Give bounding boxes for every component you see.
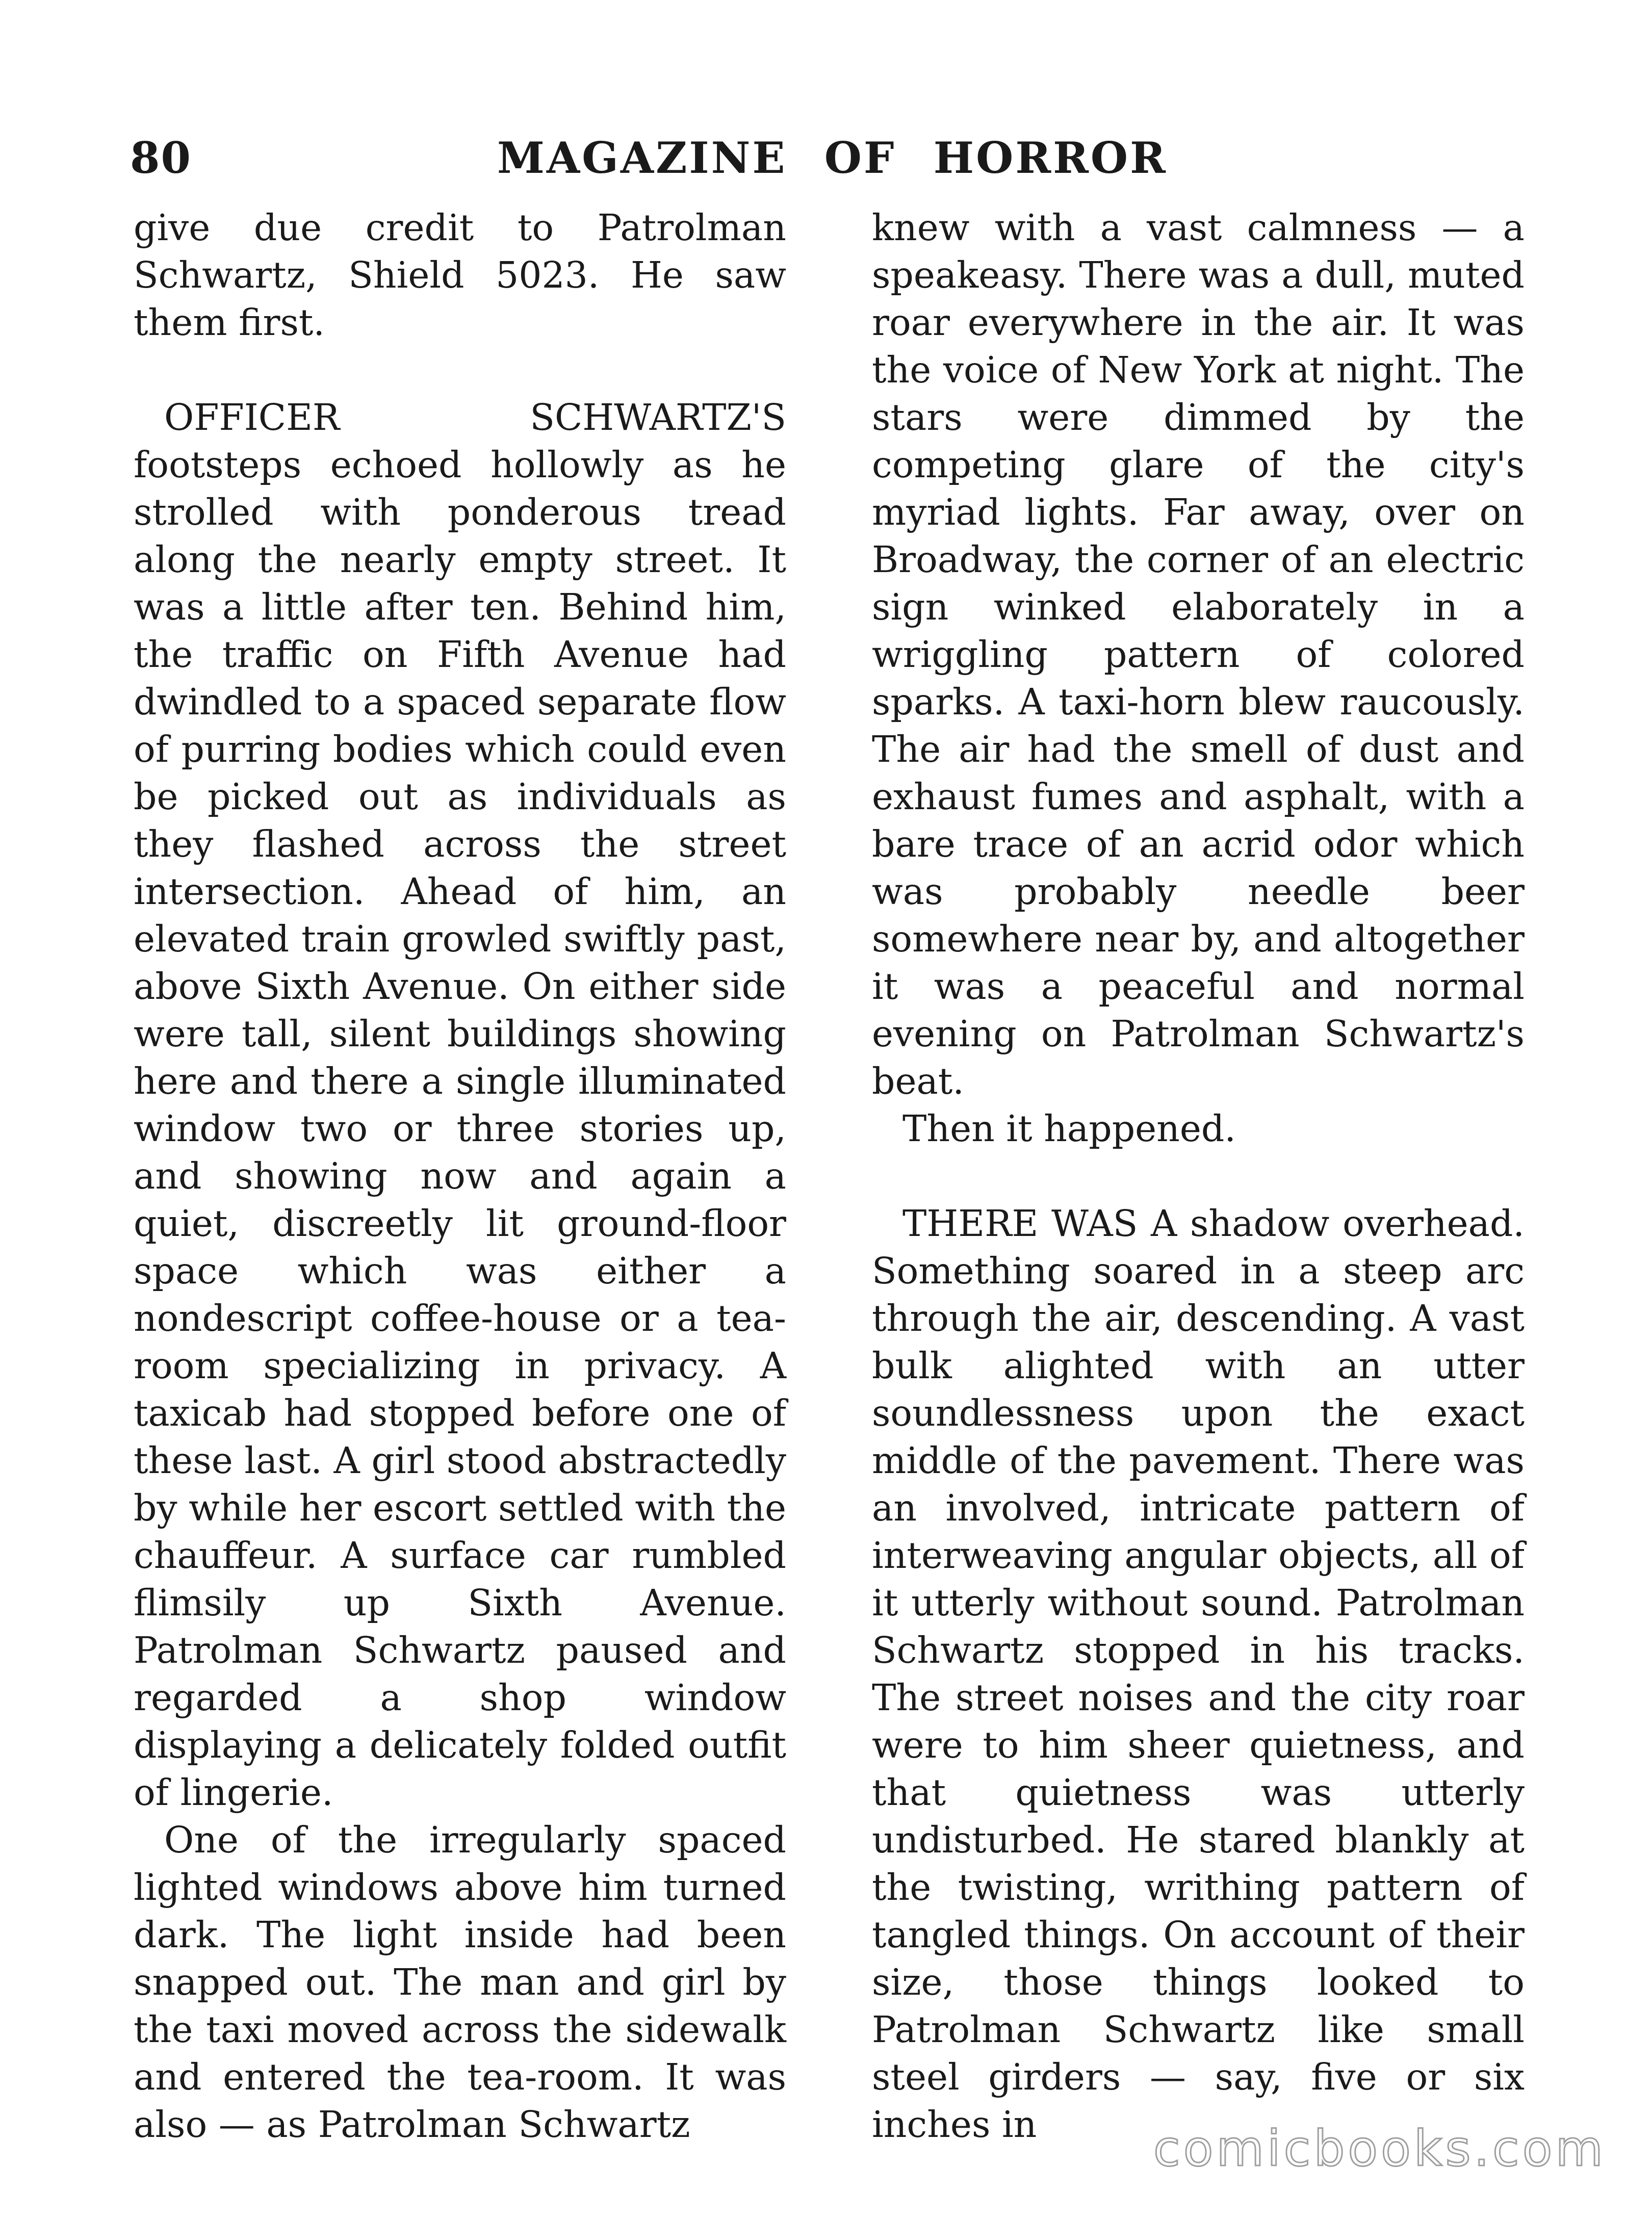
paragraph: One of the irregularly spaced lighted windows above him turned dark. The light inside had been snapped out. The man and girl by the taxi moved across the sidewalk and entered the tea-room. It was also — as Patrolman Schwartz — [134, 1819, 786, 2146]
paragraph: OFFICER SCHWARTZ'S footsteps echoed hollowly as he strolled with ponderous tread along the nearly empty street. It was a little after ten. Behind him, the traffic on Fifth Avenue had dwindled to a spaced separate flow of purring bodies which could even be picked out as individuals as they flashed across the street intersection. Ahead of him, an elevated train growled swiftly past, above Sixth Avenue. On either side were tall, silent buildings showing here and there a single illuminated window two or three stories up, and showing now and again a quiet, discreetly lit ground-floor space which was either a nondescript coffee-house or a tea-room specializing in privacy. A taxicab had stopped before one of these last. A girl stood abstractedly by while her escort settled with the chauffeur. A surface car rumbled flimsily up Sixth Avenue. Patrolman Schwartz paused and regarded a shop window displaying a delicately folded outfit of lingerie. — [134, 396, 786, 1814]
paragraph: give due credit to Patrolman Schwartz, Shield 5023. He saw them first. — [134, 207, 786, 344]
watermark: comicbooks.com — [1153, 2120, 1606, 2177]
page-number: 80 — [130, 133, 192, 183]
left-column — [134, 204, 786, 2148]
paragraph: knew with a vast calmness — a speakeasy. There was a dull, muted roar everywhere in the air. It was the voice of New York at night. The stars were dimmed by the competing glare of the city's myriad lights. Far away, over on Broadway, the corner of an electric sign winked elaborately in a wriggling pattern of colored sparks. A taxi-horn blew raucously. The air had the smell of dust and exhaust fumes and asphalt, with a bare trace of an acrid odor which was probably needle beer somewhere near by, and altogether it was a peaceful and normal evening on Patrolman Schwartz's beat. — [872, 207, 1525, 1102]
paragraph: Then it happened. — [902, 1107, 1236, 1150]
running-title: MAGAZINE OF HORROR — [497, 133, 1168, 183]
paragraph: THERE WAS A shadow overhead. Something soared in a steep arc through the air, descending. A vast bulk alighted with an utter soundlessness upon the exact middle of the pavement. There was an involved, intricate pattern of interweaving angular objects, all of it utterly without sound. Patrolman Schwartz stopped in his tracks. The street noises and the city roar were to him sheer quietness, and that quietness was utterly undisturbed. He stared blankly at the twisting, writhing pattern of tangled things. On account of their size, those things looked to Patrolman Schwartz like small steel girders — say, five or six inches in — [872, 1202, 1525, 2146]
right-column — [872, 204, 1525, 2148]
page-header — [130, 130, 1537, 186]
